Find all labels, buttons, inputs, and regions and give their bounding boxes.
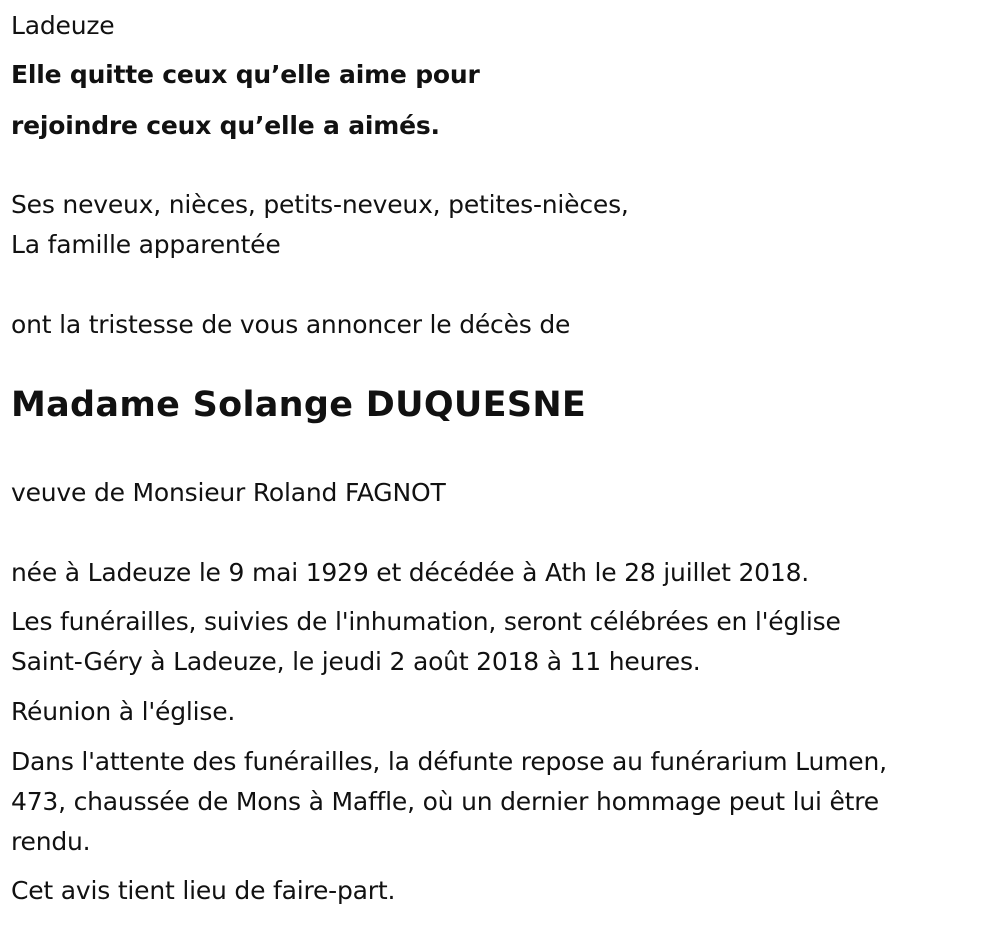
announcement-text: ont la tristesse de vous annoncer le décès de [11, 310, 571, 339]
epigraph-line-1: Elle quitte ceux qu’elle aime pour [11, 60, 480, 89]
visitation-line-2: 473, chaussée de Mons à Maffle, où un dernier hommage peut lui être [11, 787, 879, 816]
meeting-line: Réunion à l'église. [11, 697, 236, 726]
deceased-name: Madame Solange DUQUESNE [11, 385, 587, 425]
funeral-line-2: Saint-Géry à Ladeuze, le jeudi 2 août 2018 à 11 heures. [11, 647, 701, 676]
village-name: Ladeuze [11, 11, 115, 40]
family-line-1: Ses neveux, nièces, petits-neveux, petites-nièces, [11, 190, 629, 219]
funeral-line-1: Les funérailles, suivies de l'inhumation, seront célébrées en l'église [11, 607, 841, 636]
epigraph-line-2: rejoindre ceux qu’elle a aimés. [11, 111, 440, 140]
family-line-2: La famille apparentée [11, 230, 281, 259]
birth-death-line: née à Ladeuze le 9 mai 1929 et décédée à Ath le 28 juillet 2018. [11, 558, 810, 587]
spouse-line: veuve de Monsieur Roland FAGNOT [11, 478, 446, 507]
visitation-line-1: Dans l'attente des funérailles, la défunte repose au funérarium Lumen, [11, 747, 887, 776]
closing-line: Cet avis tient lieu de faire-part. [11, 876, 396, 905]
visitation-line-3: rendu. [11, 827, 91, 856]
